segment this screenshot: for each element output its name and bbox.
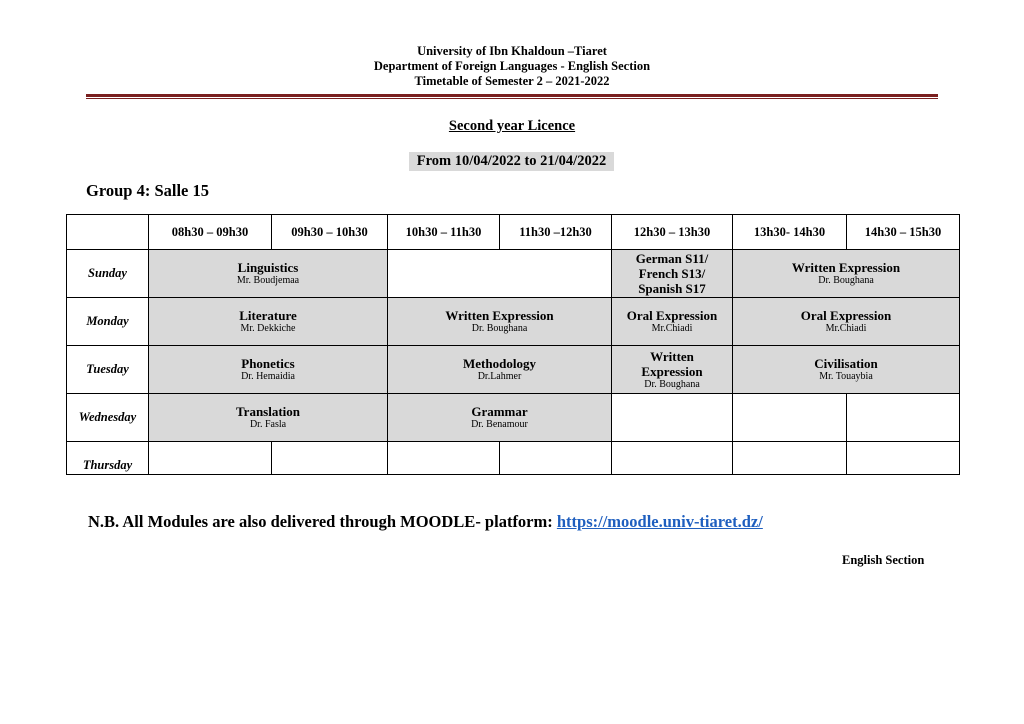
teacher-name: Dr. Boughana <box>818 275 874 286</box>
day-row-tuesday <box>67 346 960 394</box>
empty-cell <box>612 394 733 442</box>
teacher-name: Mr. Boudjemaa <box>236 275 300 286</box>
teacher-name: Dr. Boughana <box>644 378 700 390</box>
session-cell <box>388 298 612 346</box>
subject-name: Written Expression <box>445 308 554 323</box>
session-cell <box>612 298 733 346</box>
time-slot: 14h30 – 15h30 <box>847 215 960 250</box>
page-title: Second year Licence <box>448 118 576 134</box>
session-cell <box>388 394 612 442</box>
subject-line: Written <box>650 348 694 364</box>
teacher-name: Dr. Boughana <box>471 323 528 334</box>
subject-line: German S11/ <box>635 251 709 266</box>
time-slot: 13h30- 14h30 <box>733 215 847 250</box>
teacher-name: Mr.Chiadi <box>825 323 867 334</box>
subject-name: Oral Expression <box>626 308 718 323</box>
subject-name: Literature <box>239 308 297 323</box>
subject-name: Linguistics <box>237 260 299 275</box>
subject-line: Spanish S17 <box>638 281 706 296</box>
time-slot: 12h30 – 13h30 <box>612 215 733 250</box>
subject-name: Phonetics <box>241 356 295 371</box>
teacher-name: Mr. Touaybia <box>819 371 873 382</box>
subject-name: Grammar <box>471 404 528 419</box>
subject-name: Civilisation <box>814 356 878 371</box>
session-cell <box>733 298 960 346</box>
note-text: N.B. All Modules are also delivered through MOODLE- platform: <box>88 512 553 531</box>
day-label: Monday <box>67 298 149 346</box>
day-label: Wednesday <box>67 394 149 442</box>
moodle-link[interactable]: https://moodle.univ-tiaret.dz/ <box>556 512 763 531</box>
time-header-row <box>67 215 960 250</box>
teacher-name: Mr.Chiadi <box>651 323 693 334</box>
teacher-name: Dr. Hemaidia <box>241 371 295 382</box>
day-label: Tuesday <box>67 346 149 394</box>
teacher-name: Mr. Dekkiche <box>240 323 296 334</box>
subject-line: Expression <box>641 363 703 379</box>
timetable <box>66 214 960 475</box>
empty-cell <box>847 442 960 475</box>
session-cell <box>149 394 388 442</box>
session-cell <box>149 298 388 346</box>
empty-cell <box>149 442 272 475</box>
session-cell <box>149 250 388 298</box>
day-row-monday <box>67 298 960 346</box>
semester-title: Timetable of Semester 2 – 2021-2022 <box>414 74 610 88</box>
session-cell <box>388 346 612 394</box>
document-header <box>0 44 1024 89</box>
time-slot: 08h30 – 09h30 <box>149 215 272 250</box>
moodle-note <box>88 512 763 532</box>
teacher-name: Dr. Benamour <box>471 419 528 430</box>
session-cell <box>149 346 388 394</box>
empty-cell <box>612 442 733 475</box>
session-cell <box>612 346 733 394</box>
teacher-name: Dr.Lahmer <box>477 371 522 382</box>
department-name: Department of Foreign Languages - English Section <box>373 59 651 73</box>
footer-signature: English Section <box>842 553 925 567</box>
empty-cell <box>733 394 847 442</box>
corner-cell <box>67 215 149 250</box>
university-name: University of Ibn Khaldoun –Tiaret <box>417 44 607 58</box>
time-slot: 10h30 – 11h30 <box>388 215 500 250</box>
session-cell <box>733 346 960 394</box>
empty-cell <box>733 442 847 475</box>
day-row-wednesday <box>67 394 960 442</box>
date-range: From 10/04/2022 to 21/04/2022 <box>409 152 614 171</box>
session-cell <box>612 250 733 298</box>
subject-name: Written Expression <box>791 260 901 275</box>
subject-name: Translation <box>235 404 301 419</box>
time-slot: 11h30 –12h30 <box>500 215 612 250</box>
session-cell <box>733 250 960 298</box>
header-rule-thick <box>86 94 938 97</box>
day-row-thursday <box>67 442 960 475</box>
header-rule-thin <box>86 98 938 99</box>
day-row-sunday <box>67 250 960 298</box>
empty-cell <box>500 442 612 475</box>
subject-name: Oral Expression <box>800 308 892 323</box>
empty-cell <box>388 250 612 298</box>
day-label: Thursday <box>67 442 149 475</box>
time-slot: 09h30 – 10h30 <box>272 215 388 250</box>
subject-line: French S13/ <box>638 266 706 281</box>
teacher-name: Dr. Fasla <box>249 419 287 430</box>
day-label: Sunday <box>67 250 149 298</box>
empty-cell <box>847 394 960 442</box>
empty-cell <box>272 442 388 475</box>
subject-name: Methodology <box>463 356 536 371</box>
empty-cell <box>388 442 500 475</box>
group-label: Group 4: Salle 15 <box>86 181 210 200</box>
